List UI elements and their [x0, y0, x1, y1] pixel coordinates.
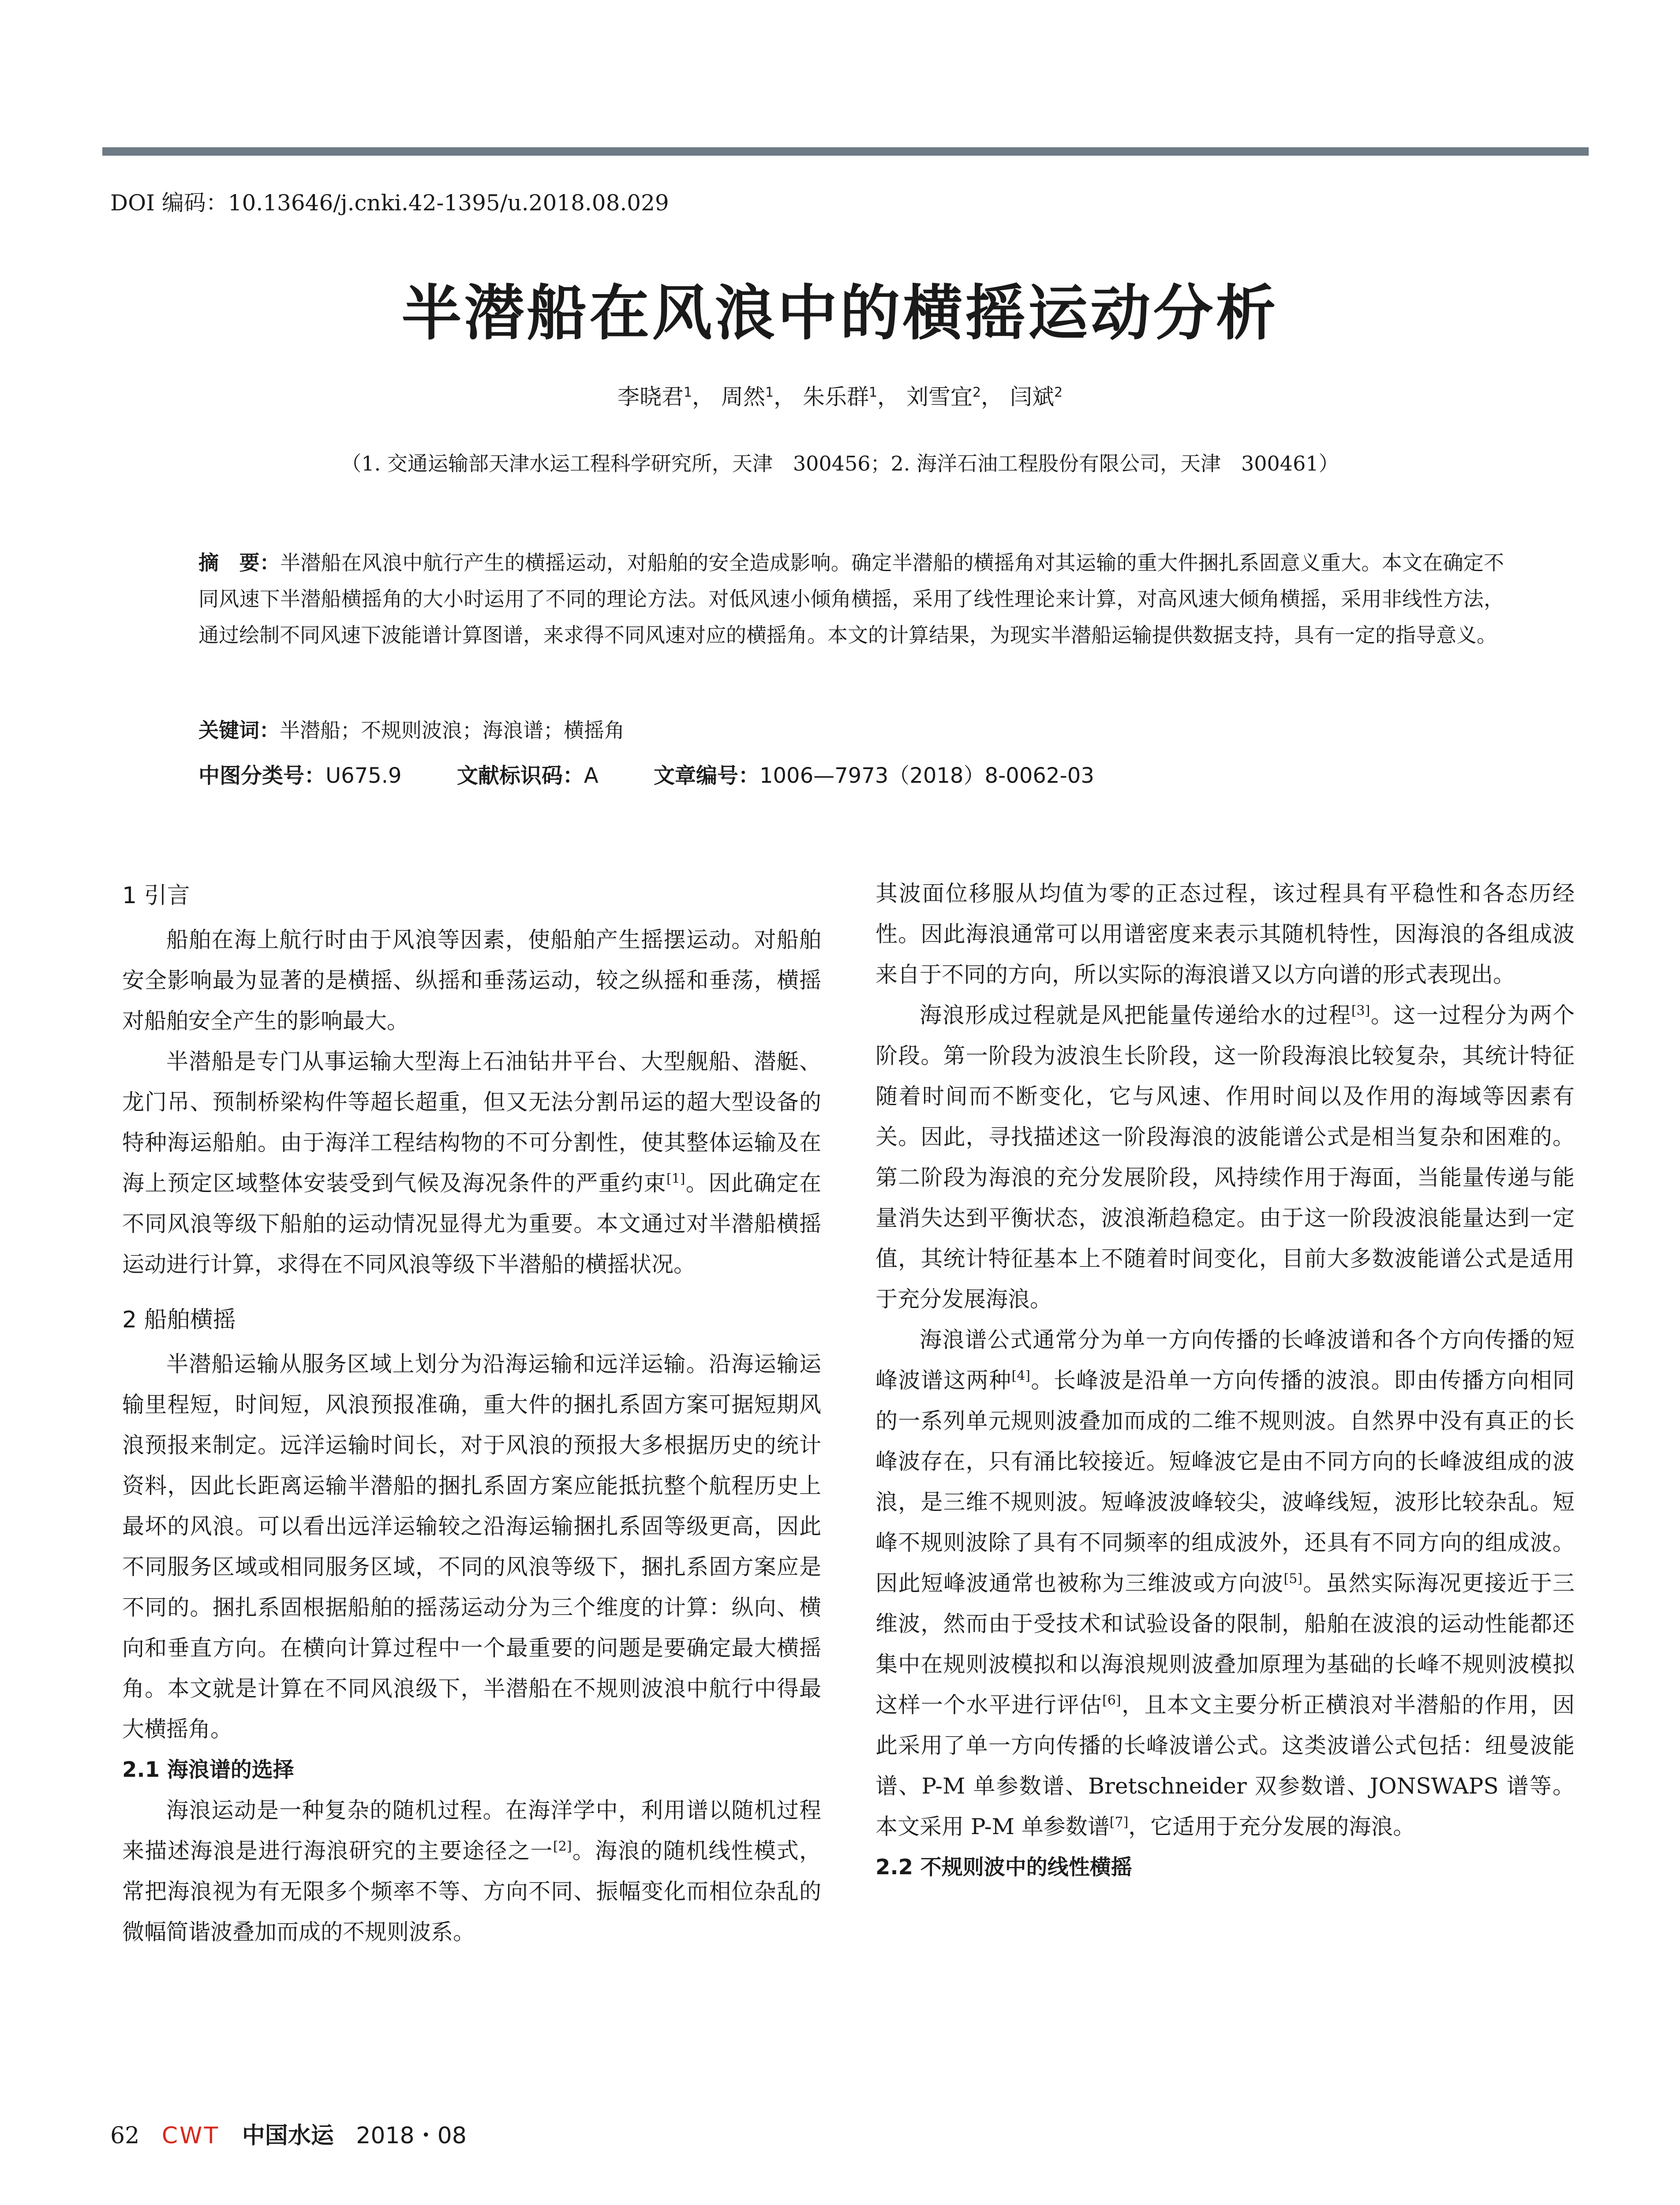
author-affiliation-mark: 1 [868, 385, 878, 400]
body-paragraph: 其波面位移服从均值为零的正态过程，该过程具有平稳性和各态历经性。因此海浪通常可以用谱密度来表示其随机特性，因海浪的各组成波来自于不同的方向，所以实际的海浪谱又以方向谱的形式表现出。 [876, 881, 1575, 987]
author-name: 刘雪宜 [906, 384, 973, 410]
journal-name: 中国水运 [242, 2123, 334, 2149]
document-code: 文献标识码：A [456, 763, 599, 788]
body-paragraph: 半潜船是专门从事运输大型海上石油钻井平台、大型舰船、潜艇、龙门吊、预制桥梁构件等超长超重，但又无法分割吊运的超大型设备的特种海运船舶。由于海洋工程结构物的不可分割性，使其整体运输及在海上预定区域整体安装受到气候及海况条件的严重约束[1]。因此确定在不同风浪等级下船舶的运动情况显得尤为重要。本文通过对半潜船横摇运动进行计算，求得在不同风浪等级下半潜船的横摇状况。 [122, 1049, 821, 1277]
section-heading: 1 引言 [122, 882, 190, 909]
author-name: 李晓君 [617, 384, 684, 410]
citation-ref: [4] [1011, 1368, 1030, 1384]
subsection-heading: 2.2 不规则波中的线性横摇 [876, 1855, 1132, 1880]
right-column [876, 873, 1575, 1887]
classification-line [198, 759, 1504, 789]
body-paragraph: 船舶在海上航行时由于风浪等因素，使船舶产生摇摆运动。对船舶安全影响最为显著的是横摇、纵摇和垂荡运动，较之纵摇和垂荡，横摇对船舶安全产生的影响最大。 [122, 927, 821, 1034]
author-affiliation-mark: 2 [1054, 385, 1063, 400]
affiliations: （1. 交通运输部天津水运工程科学研究所，天津 300456；2. 海洋石油工程股份有限公司，天津 300461） [341, 452, 1339, 475]
subsection-heading: 2.1 海浪谱的选择 [122, 1757, 294, 1782]
journal-logo: CWT [161, 2123, 220, 2149]
citation-ref: [7] [1109, 1814, 1129, 1830]
body-paragraph: 海浪谱公式通常分为单一方向传播的长峰波谱和各个方向传播的短峰波谱这两种[4]。长峰波是沿单一方向传播的波浪。即由传播方向相同的一系列单元规则波叠加而成的二维不规则波。自然界中没有真正的长峰波存在，只有涌比较接近。短峰波它是由不同方向的长峰波组成的波浪，是三维不规则波。短峰波波峰较尖，波峰线短，波形比较杂乱。短峰不规则波除了具有不同频率的组成波外，还具有不同方向的组成波。因此短峰波通常也被称为三维波或方向波[5]。虽然实际海况更接近于三维波，然而由于受技术和试验设备的限制，船舶在波浪的运动性能都还集中在规则波模拟和以海浪规则波叠加原理为基础的长峰不规则波模拟这样一个水平进行评估[6]，且本文主要分析正横浪对半潜船的作用，因此采用了单一方向传播的长峰波谱公式。这类波谱公式包括：纽曼波能谱、P-M 单参数谱、Bretschneider 双参数谱、JONSWAPS 谱等。本文采用 P-M 单参数谱[7]，它适用于充分发展的海浪。 [876, 1327, 1575, 1839]
journal-issue: 2018・08 [356, 2123, 467, 2149]
abstract-text: 半潜船在风浪中航行产生的横摇运动，对船舶的安全造成影响。确定半潜船的横摇角对其运输的重大件捆扎系固意义重大。本文在确定不同风速下半潜船横摇角的大小时运用了不同的理论方法。对低风速小倾角横摇，采用了线性理论来计算，对高风速大倾角横摇，采用非线性方法，通过绘制不同风速下波能谱计算图谱，来求得不同风速对应的横摇角。本文的计算结果，为现实半潜船运输提供数据支持，具有一定的指导意义。 [198, 551, 1504, 647]
author-list: 李晓君$^1$， 周然$^1$， 朱乐群$^1$， 刘雪宜$^2$， 闫斌$^2$ [617, 384, 1063, 410]
section-heading: 2 船舶横摇 [122, 1307, 236, 1333]
keywords-label: 关键词： [198, 718, 280, 742]
doi-line: DOI 编码：10.13646/j.cnki.42-1395/u.2018.08.029 [110, 190, 669, 216]
author-name: 闫斌 [1010, 384, 1054, 410]
citation-ref: [3] [1351, 1003, 1370, 1019]
citation-ref: [1] [666, 1171, 685, 1187]
citation-ref: [5] [1283, 1571, 1302, 1587]
keywords [198, 714, 1504, 744]
body-paragraph: 海浪运动是一种复杂的随机过程。在海洋学中，利用谱以随机过程来描述海浪是进行海浪研究的主要途径之一[2]。海浪的随机线性模式，常把海浪视为有无限多个频率不等、方向不同、振幅变化而相位杂乱的微幅简谐波叠加而成的不规则波系。 [122, 1798, 822, 1945]
citation-ref: [2] [553, 1839, 572, 1854]
header-rule [102, 147, 1589, 156]
abstract [198, 545, 1504, 653]
author-name: 朱乐群 [802, 384, 869, 410]
paper-title: 半潜船在风浪中的横摇运动分析 [401, 279, 1279, 348]
author-affiliation-mark: 1 [765, 385, 774, 400]
page-footer [110, 2117, 482, 2150]
page-number: 62 [110, 2123, 140, 2149]
keywords-text: 半潜船；不规则波浪；海浪谱；横摇角 [280, 718, 625, 742]
article-number: 文章编号：1006—7973（2018）8-0062-03 [653, 763, 1094, 788]
abstract-label: 摘 要： [198, 551, 281, 575]
author-name: 周然 [721, 384, 765, 410]
author-affiliation-mark: 2 [972, 385, 981, 400]
body-paragraph: 半潜船运输从服务区域上划分为沿海运输和远洋运输。沿海运输运输里程短，时间短，风浪预报准确，重大件的捆扎系固方案可据短期风浪预报来制定。远洋运输时间长，对于风浪的预报大多根据历史的统计资料，因此长距离运输半潜船的捆扎系固方案应能抵抗整个航程历史上最坏的风浪。可以看出远洋运输较之沿海运输捆扎系固等级更高，因此不同服务区域或相同服务区域，不同的风浪等级下，捆扎系固方案应是不同的。捆扎系固根据船舶的摇荡运动分为三个维度的计算：纵向、横向和垂直方向。在横向计算过程中一个最重要的问题是要确定最大横摇角。本文就是计算在不同风浪级下，半潜船在不规则波浪中航行中得最大横摇角。 [122, 1351, 821, 1742]
author-affiliation-mark: 1 [683, 385, 692, 400]
left-column [122, 875, 821, 1952]
citation-ref: [6] [1102, 1693, 1121, 1708]
body-paragraph: 海浪形成过程就是风把能量传递给水的过程[3]。这一过程分为两个阶段。第一阶段为波浪生长阶段，这一阶段海浪比较复杂，其统计特征随着时间而不断变化，它与风速、作用时间以及作用的海域等因素有关。因此，寻找描述这一阶段海浪的波能谱公式是相当复杂和困难的。第二阶段为海浪的充分发展阶段，风持续作用于海面，当能量传递与能量消失达到平衡状态，波浪渐趋稳定。由于这一阶段波浪能量达到一定值，其统计特征基本上不随着时间变化，目前大多数波能谱公式是适用于充分发展海浪。 [876, 1002, 1575, 1312]
classification-number: 中图分类号：U675.9 [198, 763, 402, 788]
